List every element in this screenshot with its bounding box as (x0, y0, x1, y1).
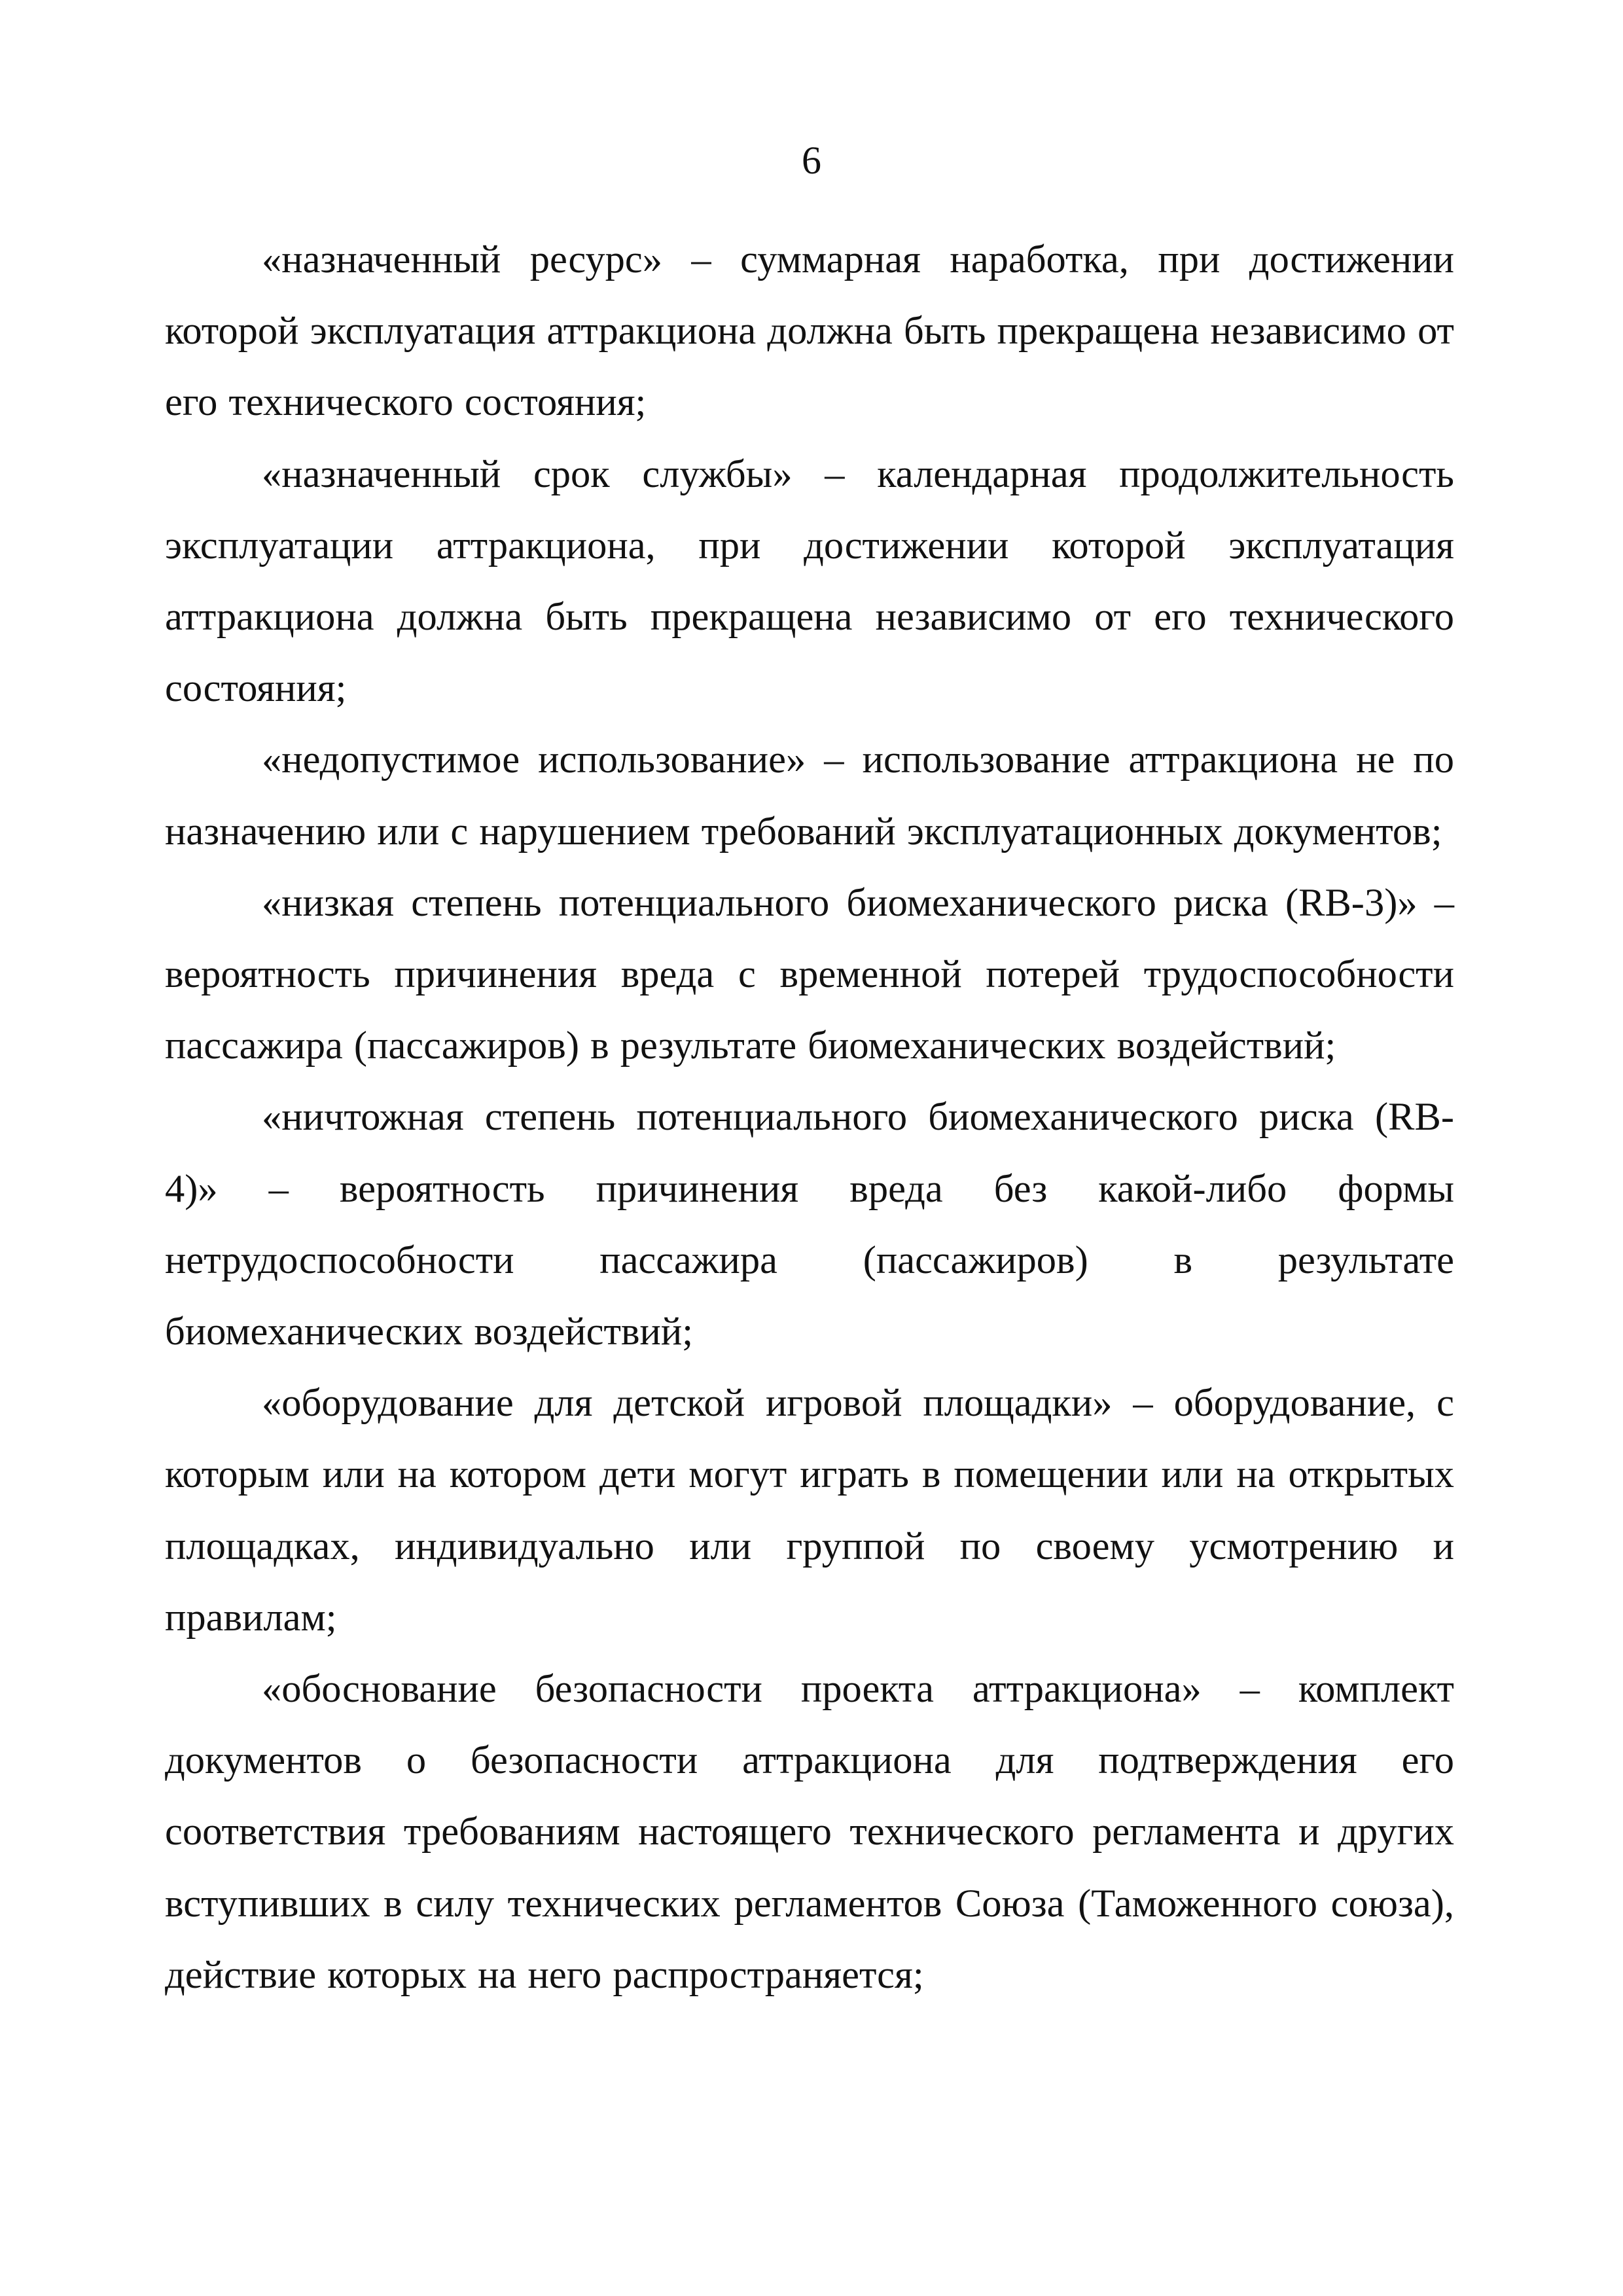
definition-paragraph: «низкая степень потенциального биомеханического риска (RB-3)» – вероятность причинения вреда с временной потерей трудоспособности пассажира (пассажиров) в результате биомеханических воздействий; (165, 880, 1454, 1068)
definition-paragraph: «оборудование для детской игровой площадки» – оборудование, с которым или на котором дети могут играть в помещении или на открытых площадках, индивидуально или группой по своему усмотрению и правилам; (165, 1381, 1454, 1640)
definition-paragraph: «обоснование безопасности проекта аттракциона» – комплект документов о безопасности аттракциона для подтверждения его соответствия требованиям настоящего технического регламента и других вступивших в силу технических регламентов Союза (Таможенного союза), действие которых на него распространяется; (165, 1667, 1454, 1997)
page-number: 6 (802, 139, 821, 182)
definition-paragraph: «назначенный срок службы» – календарная продолжительность эксплуатации аттракциона, при достижении которой эксплуатация аттракциона должна быть прекращена независимо от его технического состояния; (165, 452, 1454, 711)
definitions-text (165, 224, 1454, 2011)
definition-paragraph: «недопустимое использование» – использование аттракциона не по назначению или с нарушением требований эксплуатационных документов; (165, 738, 1454, 853)
definition-paragraph: «ничтожная степень потенциального биомеханического риска (RB-4)» – вероятность причинения вреда без какой-либо формы нетрудоспособности пассажира (пассажиров) в результате биомеханических воздействий; (165, 1095, 1454, 1354)
definition-paragraph: «назначенный ресурс» – суммарная наработка, при достижении которой эксплуатация аттракциона должна быть прекращена независимо от его технического состояния; (165, 238, 1454, 425)
